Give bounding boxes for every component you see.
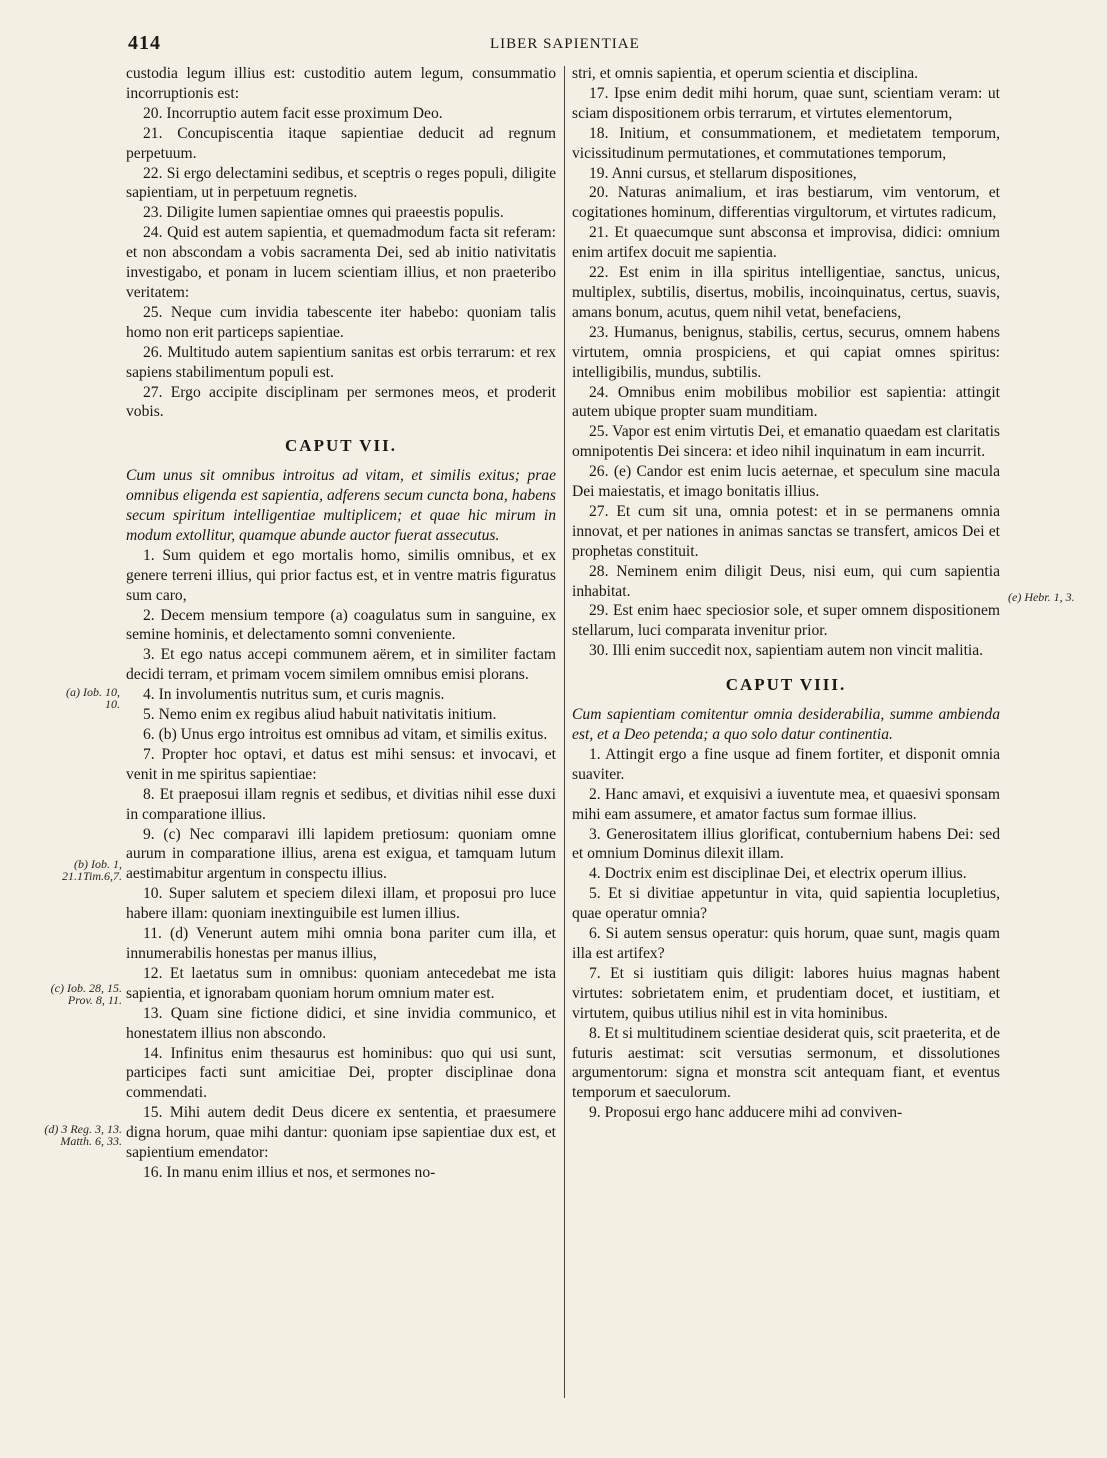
verse: custodia legum illius est: custoditio autem legum, consummatio incorruptionis est: xyxy=(126,65,556,102)
verse: 11. (d) Venerunt autem mihi omnia bona pariter cum illa, et innumerabilis honestas per manus illius, xyxy=(126,925,556,962)
verse: 10. Super salutem et speciem dilexi illam, et proposui pro luce habere illam: quoniam inextinguibile est lumen illius. xyxy=(126,885,556,923)
verse: stri, et omnis sapientia, et operum scientia et disciplina. xyxy=(572,65,919,82)
verse: 24. Omnibus enim mobilibus mobilior est sapientia: attingit autem ubique propter suam munditiam. xyxy=(572,383,1000,421)
verse: 15. Mihi autem dedit Deus dicere ex sententia, et praesumere digna horum, quae mihi dantur: quoniam ipse sapientiae dux est, et sapientium emendator: xyxy=(126,1104,556,1162)
verse: 25. Vapor est enim virtutis Dei, et emanatio quaedam est claritatis omnipotentis Dei sincera: et ideo nihil inquinatum in eam incurrit. xyxy=(572,423,1000,461)
verse: 12. Et laetatus sum in omnibus: quoniam antecedebat me ista sapientia, et ignorabam quoniam horum omnium mater est. xyxy=(126,964,556,1002)
verse: 4. In involumentis nutritus sum, et curis magnis. xyxy=(143,686,445,704)
verse: 18. Initium, et consummationem, et medietatem temporum, vicissitudinum permutationes, et commutationes temporum, xyxy=(572,124,1000,162)
verse: 14. Infinitus enim thesaurus est hominibus: quo qui usi sunt, participes facti sunt amicitiae Dei, propter disciplinae dona commendati. xyxy=(126,1044,556,1102)
column-divider xyxy=(564,66,565,1398)
verse: 9. (c) Nec comparavi illi lapidem pretiosum: quoniam omne aurum in comparatione illius, arena est exigua, et tamquam lutum aestimabitur argentum in conspectu illius. xyxy=(126,825,556,883)
chapter-summary: Cum unus sit omnibus introitus ad vitam, et similis exitus; prae omnibus eligenda est sapientia, adferens secum cuncta bona, habens secum spiritum intelligentiae multiplicem; et quae hic mirum in modum extollitur, quamque abunde auctor fuerat assecutus. xyxy=(126,467,556,544)
verse: 22. Si ergo delectamini sedibus, et sceptris o reges populi, diligite sapientiam, ut in perpetuum regnetis. xyxy=(126,164,556,202)
verse: 2. Decem mensium tempore (a) coagulatus sum in sanguine, ex semine hominis, et delectamento somni conveniente. xyxy=(126,606,556,644)
verse: 26. (e) Candor est enim lucis aeternae, et speculum sine macula Dei maiestatis, et imago bonitatis illius. xyxy=(572,463,1000,501)
verse: 23. Humanus, benignus, stabilis, certus, securus, omnem habens virtutem, omnia prospiciens, et qui capiat omnes spiritus: intelligibilis, mundus, subtilis. xyxy=(572,323,1000,381)
verse: 3. Generositatem illius glorificat, contubernium habens Dei: sed et omnium Dominus dilexit illam. xyxy=(572,825,1000,863)
verse: 20. Incorruptio autem facit esse proximum Deo. xyxy=(143,104,443,122)
verse: 8. Et praeposui illam regnis et sedibus, et divitias nihil esse duxi in comparatione illius. xyxy=(126,785,556,823)
page-number: 414 xyxy=(128,32,161,54)
right-column xyxy=(572,64,1000,1123)
verse: 1. Attingit ergo a fine usque ad finem fortiter, et disponit omnia suaviter. xyxy=(572,745,1000,783)
verse: 17. Ipse enim dedit mihi horum, quae sunt, scientiam veram: ut sciam dispositionem orbis terrarum, et virtutes elementorum, xyxy=(572,84,1000,122)
verse: 7. Et si iustitiam quis diligit: labores huius magnas habent virtutes: sobrietatem enim, et prudentiam docet, et iustitiam, et virtutem, quibus utilius nihil est in vita hominibus. xyxy=(572,964,1000,1022)
verse: 29. Est enim haec speciosior sole, et super omnem dispositionem stellarum, luci comparata invenitur prior. xyxy=(572,602,1000,640)
verse: 26. Multitudo autem sapientium sanitas est orbis terrarum: et rex sapiens stabilimentum populi est. xyxy=(126,343,556,381)
verse: 3. Et ego natus accepi communem aërem, et in similiter factam decidi terram, et primam vocem similem omnibus emisi plorans. xyxy=(126,646,556,684)
verse: 13. Quam sine fictione didici, et sine invidia communico, et honestatem illius non abscondo. xyxy=(126,1004,556,1042)
left-column xyxy=(126,64,556,1183)
verse: 8. Et si multitudinem scientiae desiderat quis, scit praeterita, et de futuris aestimat: scit versutias sermonum, et dissolutiones argumentorum: signa et monstra scit antequam fiant, et eventus temporum et saeculorum. xyxy=(572,1024,1000,1102)
verse: 9. Proposui ergo hanc adducere mihi ad conviven- xyxy=(589,1104,903,1122)
margin-note: (e) Hebr. 1, 3. xyxy=(1008,590,1075,604)
verse: 21. Concupiscentia itaque sapientiae deducit ad regnum perpetuum. xyxy=(126,124,556,162)
verse: 7. Propter hoc optavi, et datus est mihi sensus: et invocavi, et venit in me spiritus sapientiae: xyxy=(126,745,556,783)
verse: 16. In manu enim illius et nos, et sermones no- xyxy=(143,1163,436,1181)
verse: 19. Anni cursus, et stellarum dispositiones, xyxy=(589,164,857,182)
verse: 4. Doctrix enim est disciplinae Dei, et electrix operum illius. xyxy=(589,865,967,883)
chapter-summary: Cum sapientiam comitentur omnia desiderabilia, summe ambienda est, et a Deo petenda; a quo solo datur continentia. xyxy=(572,706,1000,743)
verse: 22. Est enim in illa spiritus intelligentiae, sanctus, unicus, multiplex, subtilis, disertus, mobilis, incoinquinatus, certus, suavis, amans bonum, acutus, quem nihil vetat, benefaciens, xyxy=(572,264,1000,321)
verse: 5. Et si divitiae appetuntur in vita, quid sapientia locupletius, quae operatur omnia? xyxy=(572,885,1000,923)
running-title: LIBER SAPIENTIAE xyxy=(490,36,640,52)
verse: 28. Neminem enim diligit Deus, nisi eum, qui cum sapientia inhabitat. xyxy=(572,562,1000,600)
verse: 24. Quid est autem sapientia, et quemadmodum facta sit referam: et non abscondam a vobis sacramenta Dei, sed ab initio nativitatis investigabo, et ponam in lucem scientiam illius, et non praeteribo veritatem: xyxy=(126,224,556,301)
margin-note: (a) Iob. 10, 10. xyxy=(66,685,120,711)
verse: 1. Sum quidem et ego mortalis homo, similis omnibus, et ex genere terreni illius, qui prior factus est, et in ventre matris figuratus sum caro, xyxy=(126,546,556,604)
chapter-heading: CAPUT VII. xyxy=(285,436,397,456)
margin-note: (c) Iob. 28, 15. Prov. 8, 11. xyxy=(50,981,122,1007)
margin-note: (b) Iob. 1, 21.1Tim.6,7. xyxy=(61,857,122,883)
verse: 27. Et cum sit una, omnia potest: et in se permanens omnia innovat, et per nationes in animas sanctas se transfert, amicos Dei et prophetas constituit. xyxy=(572,502,1000,560)
chapter-heading: CAPUT VIII. xyxy=(725,675,847,695)
verse: 20. Naturas animalium, et iras bestiarum, vim ventorum, et cogitationes hominum, differentias virgultorum, et virtutes radicum, xyxy=(572,184,1000,222)
verse: 2. Hanc amavi, et exquisivi a iuventute mea, et quaesivi sponsam mihi eam assumere, et amator factus sum formae illius. xyxy=(572,785,1000,823)
verse: 27. Ergo accipite disciplinam per sermones meos, et proderit vobis. xyxy=(126,383,556,421)
verse: 23. Diligite lumen sapientiae omnes qui praeestis populis. xyxy=(143,204,504,222)
verse: 5. Nemo enim ex regibus aliud habuit nativitatis initium. xyxy=(143,706,497,724)
verse: 6. Si autem sensus operatur: quis horum, quae sunt, magis quam illa est artifex? xyxy=(572,925,1000,962)
margin-note: (d) 3 Reg. 3, 13. Matth. 6, 33. xyxy=(44,1122,122,1148)
verse: 21. Et quaecumque sunt absconsa et improvisa, didici: omnium enim artifex docuit me sapientia. xyxy=(572,224,1000,262)
verse: 6. (b) Unus ergo introitus est omnibus ad vitam, et similis exitus. xyxy=(143,726,548,743)
verse: 25. Neque cum invidia tabescente iter habebo: quoniam talis homo non erit particeps sapientiae. xyxy=(126,303,556,341)
page-header xyxy=(0,32,1107,58)
verse: 30. Illi enim succedit nox, sapientiam autem non vincit malitia. xyxy=(589,642,984,660)
